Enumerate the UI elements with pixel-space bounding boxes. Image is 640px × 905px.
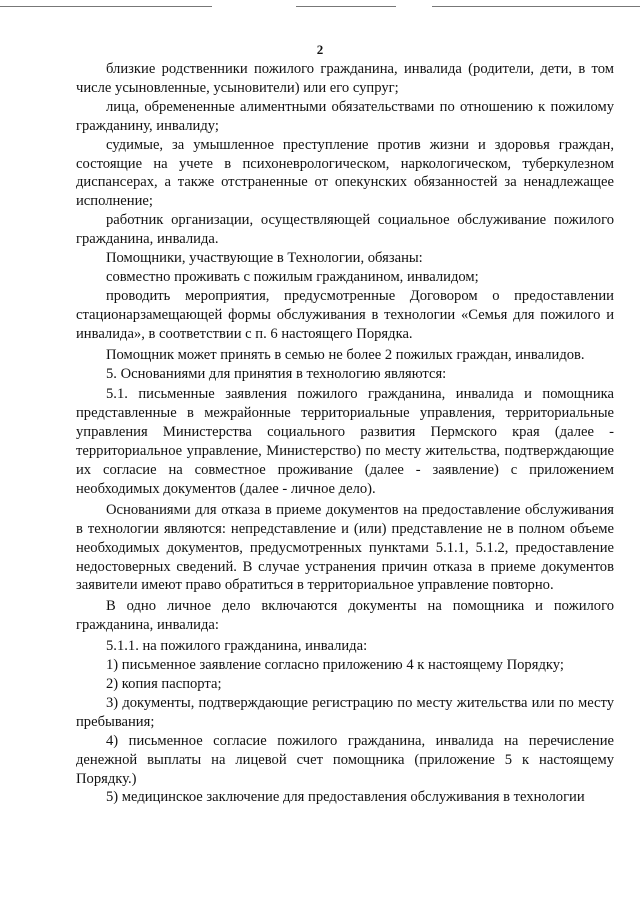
paragraph-refusal: Основаниями для отказа в приеме документов на предоставление обслуживания в технологии являются: непредставление и (или) представление не в полном объеме необходимых документов, предусмотренных пунктами 5.1.1, 5.1.2, предоставление недостоверных сведений. В случае устранения причин отказа в приеме документов заявители имеют право обратиться в территориальное управление повторно. <box>76 501 614 594</box>
list-item-3: 3) документы, подтверждающие регистрацию по месту жительства или по месту пребывания; <box>76 694 614 730</box>
paragraph-limit: Помощник может принять в семью не более 2 пожилых граждан, инвалидов. <box>106 346 585 363</box>
scan-top-line <box>432 6 640 7</box>
list-item-1: 1) письменное заявление согласно приложению 4 к настоящему Порядку; <box>106 657 564 674</box>
list-item-4: 4) письменное согласие пожилого гражданина, инвалида на перечисление денежной выплаты на лицевой счет помощника (приложение 5 к настоящему Порядку.) <box>76 732 614 787</box>
list-item-5: 5) медицинское заключение для предоставления обслуживания в технологии <box>106 789 585 806</box>
paragraph-section-5: 5. Основаниями для принятия в технологию являются: <box>106 365 447 382</box>
paragraph-5-1: 5.1. письменные заявления пожилого гражданина, инвалида и помощника представленные в межрайонные территориальные управления, территориальные управления Министерства социального развития Пермского края (далее - территориальное управление, Министерство) по месту жительства, подтверждающие их согласие на совместное проживание (далее - заявление) с приложением необходимых документов (далее - личное дело). <box>76 386 614 497</box>
paragraph-helpers-obliged: Помощники, участвующие в Технологии, обязаны: <box>106 250 423 267</box>
paragraph-worker: работник организации, осуществляющей социальное обслуживание пожилого гражданина, инвалида. <box>76 212 614 248</box>
scan-top-line <box>0 6 212 7</box>
page-number: 2 <box>316 42 324 57</box>
paragraph-alimony: лица, обремененные алиментными обязательствами по отношению к пожилому гражданину, инвалиду; <box>76 98 614 134</box>
paragraph-live-together: совместно проживать с пожилым гражданином, инвалидом; <box>106 268 479 285</box>
paragraph-personal-file: В одно личное дело включаются документы на помощника и пожилого гражданина, инвалида: <box>76 598 614 634</box>
paragraph-convicted: судимые, за умышленное преступление против жизни и здоровья граждан, состоящие на учете в психоневрологическом, наркологическом, туберкулезном диспансерах, а также отстраненные от опекунских обязанностей за ненадлежащее исполнение; <box>76 136 614 210</box>
paragraph-relatives: близкие родственники пожилого гражданина, инвалида (родители, дети, в том числе усыновленные, усыновители) или его супруг; <box>76 61 614 96</box>
paragraph-measures: проводить мероприятия, предусмотренные Договором о предоставлении стационарзамещающей формы обслуживания в технологии «Семья для пожилого и инвалида», в соответствии с п. 6 настоящего Порядка. <box>76 287 614 342</box>
scan-top-line <box>296 6 396 7</box>
list-item-2: 2) копия паспорта; <box>106 676 222 692</box>
document-body <box>76 60 614 807</box>
paragraph-5-1-1: 5.1.1. на пожилого гражданина, инвалида: <box>106 638 368 655</box>
